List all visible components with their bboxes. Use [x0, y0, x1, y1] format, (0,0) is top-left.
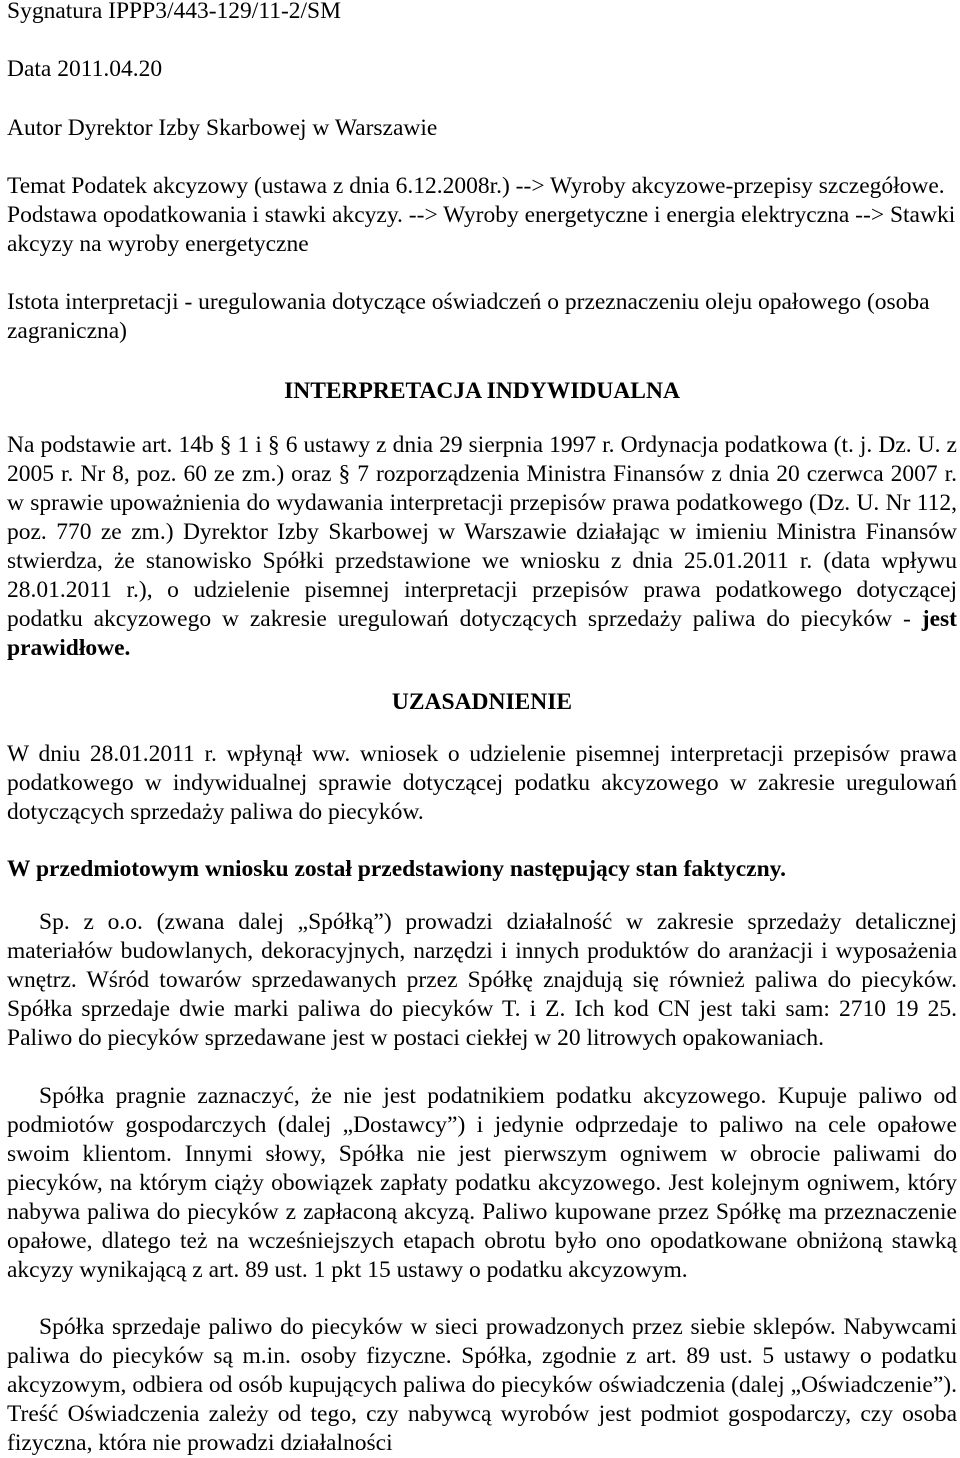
author-line: Autor Dyrektor Izby Skarbowej w Warszawie: [7, 115, 438, 141]
date-line: Data 2011.04.20: [7, 56, 163, 82]
justification-heading: UZASADNIENIE: [391, 689, 573, 715]
ruling-verdict: jest prawidłowe.: [7, 606, 957, 661]
ruling-paragraph: [7, 431, 957, 663]
facts-heading: W przedmiotowym wniosku został przedstawiony następujący stan faktyczny.: [7, 856, 786, 882]
body-paragraph-2: Spółka pragnie zaznaczyć, że nie jest podatnikiem podatku akcyzowego. Kupuje paliwo od podmiotów gospodarczych (dalej „Dostawcy”) i jedynie odprzedaje to paliwo na cele opałowe swoim klientom. Innymi słowy, Spółka nie jest pierwszym ogniwem w obrocie paliwami do piecyków, na którym ciąży obowiązek zapłaty podatku akcyzowego. Jest kolejnym ogniwem, który nabywa paliwa do piecyków z zapłaconą akcyzą. Paliwo kupowane przez Spółkę ma przeznaczenie opałowe, dlatego też na wcześniejszych etapach obrotu było ono opodatkowane obniżoną stawką akcyzy wynikającą z art. 89 ust. 1 pkt 15 ustawy o podatku akcyzowym.: [7, 1083, 957, 1283]
body-paragraph-1: Sp. z o.o. (zwana dalej „Spółką”) prowadzi działalność w zakresie sprzedaży detalicznej materiałów budowlanych, dekoracyjnych, narzędzi i innych produktów do aranżacji i wyposażenia wnętrz. Wśród towarów sprzedawanych przez Spółkę znajdują się również paliwa do piecyków. Spółka sprzedaje dwie marki paliwa do piecyków T. i Z. Ich kod CN jest taki sam: 2710 19 25. Paliwo do piecyków sprzedawane jest w postaci ciekłej w 20 litrowych opakowaniach.: [7, 909, 957, 1051]
body-paragraph-3: Spółka sprzedaje paliwo do piecyków w sieci prowadzonych przez siebie sklepów. Nabywcami paliwa do piecyków są m.in. osoby fizyczne. Spółka, zgodnie z art. 89 ust. 5 ustawy o podatku akcyzowym, odbiera od osób kupujących paliwa do piecyków oświadczenia (dalej „Oświadczenie”). Treść Oświadczenia zależy od tego, czy nabywcą wyrobów jest podmiot gospodarczy, czy osoba fizyczna, która nie prowadzi działalności: [7, 1314, 957, 1456]
ruling-text: Na podstawie art. 14b § 1 i § 6 ustawy z dnia 29 sierpnia 1997 r. Ordynacja podatkowa (t. j. Dz. U. z 2005 r. Nr 8, poz. 60 ze zm.) oraz § 7 rozporządzenia Ministra Finansów z dnia 20 czerwca 2007 r. w sprawie upoważnienia do wydawania interpretacji przepisów prawa podatkowego (Dz. U. Nr 112, poz. 770 ze zm.) Dyrektor Izby Skarbowej w Warszawie działając w imieniu Ministra Finansów stwierdza, że stanowisko Spółki przedstawione we wniosku z dnia 25.01.2011 r. (data wpływu 28.01.2011 r.), o udzielenie pisemnej interpretacji przepisów prawa podatkowego dotyczącej podatku akcyzowego w zakresie uregulowań dotyczących sprzedaży paliwa do piecyków -: [7, 432, 957, 632]
interpretation-heading: INTERPRETACJA INDYWIDUALNA: [284, 378, 680, 404]
topic-line: Temat Podatek akcyzowy (ustawa z dnia 6.12.2008r.) --> Wyroby akcyzowe-przepisy szczegółowe. Podstawa opodatkowania i stawki akcyzy. --> Wyroby energetyczne i energia elektryczna --> Stawki akcyzy na wyroby energetyczne: [7, 173, 956, 257]
essence-line: Istota interpretacji - uregulowania dotyczące oświadczeń o przeznaczeniu oleju opałowego (osoba zagraniczna): [7, 289, 930, 344]
intro-paragraph: W dniu 28.01.2011 r. wpłynął ww. wniosek o udzielenie pisemnej interpretacji przepisów prawa podatkowego w indywidualnej sprawie dotyczącej podatku akcyzowego w zakresie uregulowań dotyczących sprzedaży paliwa do piecyków.: [7, 741, 957, 825]
signature-line: Sygnatura IPPP3/443-129/11-2/SM: [7, 0, 342, 24]
